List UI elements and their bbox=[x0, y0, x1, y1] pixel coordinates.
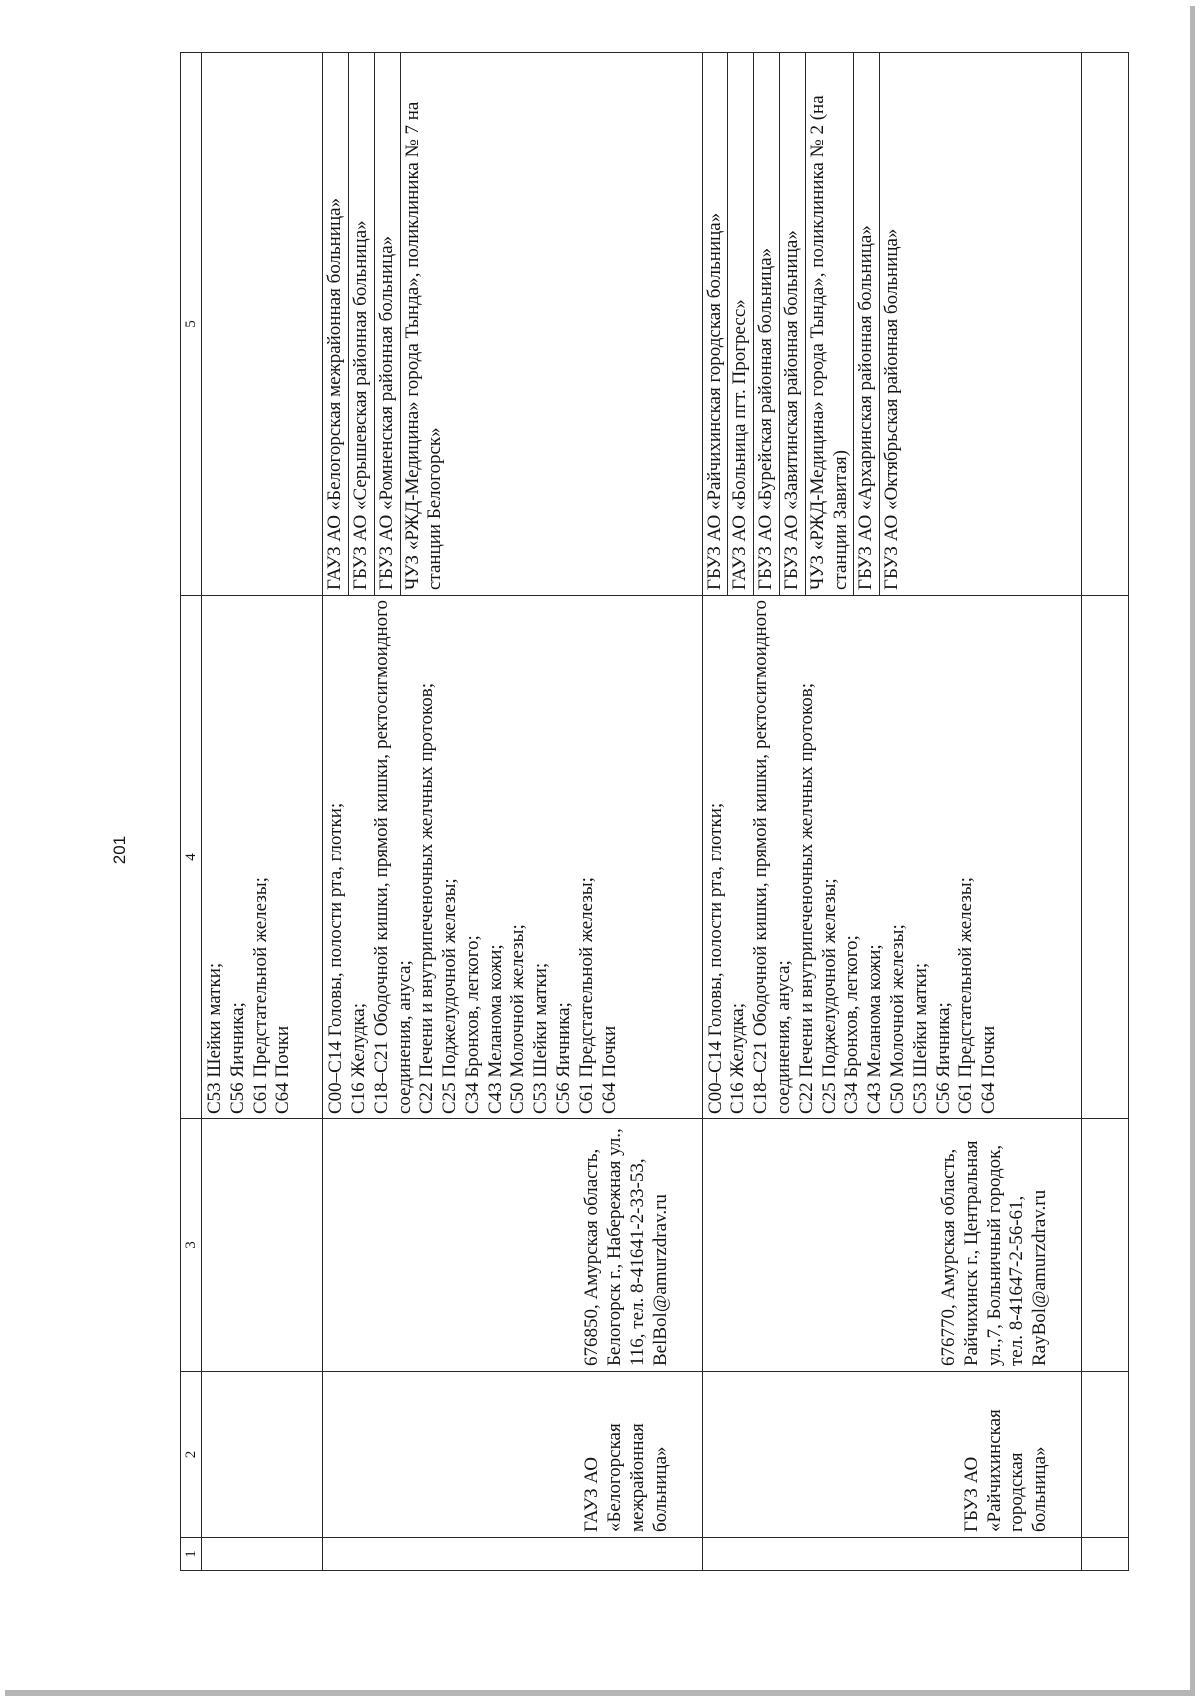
institutions-list bbox=[323, 53, 448, 595]
diagnosis-item: С64 Почки bbox=[598, 1025, 620, 1114]
diagnosis-item: С18–С21 Ободочной кишки, прямой кишки, ректосигмоидного соединения, ануса; bbox=[370, 600, 415, 1114]
diagnosis-item: С53 Шейки матки; bbox=[204, 962, 225, 1114]
diagnosis-item: С43 Меланома кожи; bbox=[484, 944, 506, 1114]
rotated-table-container bbox=[180, 53, 1129, 1571]
diagnoses-cell bbox=[702, 596, 1081, 1119]
empty-cell bbox=[1082, 53, 1129, 596]
name-cell bbox=[323, 1372, 702, 1538]
diagnosis-item: С18–С21 Ободочной кишки, прямой кишки, ректосигмоидного соединения, ануса; bbox=[750, 600, 794, 1114]
column-header: 3 bbox=[181, 1119, 202, 1372]
diagnosis-item: С56 Яичника; bbox=[932, 1002, 954, 1114]
diagnosis-item: С16 Желудка; bbox=[727, 1002, 749, 1114]
diagnoses-cell bbox=[202, 596, 323, 1119]
diagnosis-item: С56 Яичника; bbox=[226, 1002, 248, 1114]
diagnosis-item: С22 Печени и внутрипеченочных желчных протоков; bbox=[795, 683, 817, 1114]
diagnosis-item: С61 Предстательной железы; bbox=[575, 877, 597, 1114]
institution-name: ГБУЗ АО «Райчихинская городская больница» bbox=[960, 1409, 1051, 1532]
empty-cell bbox=[1082, 1538, 1129, 1571]
empty-cell bbox=[1082, 1119, 1129, 1372]
institutions-cell bbox=[323, 53, 702, 596]
diagnosis-item: С61 Предстательной железы; bbox=[955, 877, 977, 1114]
institutions-cell bbox=[202, 53, 323, 596]
number-cell bbox=[702, 1538, 1081, 1571]
diagnosis-item: С64 Почки bbox=[272, 1025, 294, 1114]
institution-address: 676770, Амурская область, Райчихинск г., Центральная ул.,7, Больничный городок, тел. 8-41647-2-56-61, RayBol@amurzdrav.ru bbox=[938, 1140, 1051, 1366]
institution-item: ГАУЗ АО «Больница пгт. Прогресс» bbox=[728, 53, 754, 595]
column-header: 1 bbox=[181, 1538, 202, 1571]
diagnosis-item: С00–С14 Головы, полости рта, глотки; bbox=[704, 802, 726, 1114]
institution-item: ГАУЗ АО «Белогорская межрайонная больница» bbox=[323, 53, 348, 595]
medical-institutions-table bbox=[180, 52, 1129, 1571]
column-header: 5 bbox=[181, 53, 202, 596]
name-cell bbox=[202, 1372, 323, 1538]
empty-cell bbox=[1082, 1372, 1129, 1538]
institution-item: ГБУЗ АО «Архаринская районная больница» bbox=[854, 53, 880, 595]
address-cell bbox=[323, 1119, 702, 1372]
institution-item: ЧУЗ «РЖД-Медицина» города Тында», поликлиника № 7 на станции Белогорск» bbox=[401, 101, 446, 590]
number-cell bbox=[202, 1538, 323, 1571]
page-number: 201 bbox=[110, 835, 129, 865]
diagnosis-item: С53 Шейки матки; bbox=[909, 962, 931, 1114]
continuation-row bbox=[202, 53, 323, 1571]
institution-item: ГБУЗ АО «Бурейская районная больница» bbox=[754, 53, 780, 595]
institution-name: ГАУЗ АО «Белогорская межрайонная больница» bbox=[581, 1423, 671, 1532]
diagnosis-item: С22 Печени и внутрипеченочных желчных протоков; bbox=[416, 683, 438, 1114]
column-header: 2 bbox=[181, 1372, 202, 1538]
diagnosis-item: С64 Почки bbox=[978, 1025, 1000, 1114]
column-number-row bbox=[181, 53, 202, 1571]
name-cell bbox=[702, 1372, 1081, 1538]
diagnosis-item: С53 Шейки матки; bbox=[530, 962, 552, 1114]
address-cell bbox=[202, 1119, 323, 1372]
address-cell bbox=[702, 1119, 1081, 1372]
empty-cell bbox=[1082, 596, 1129, 1119]
institution-item: ГБУЗ АО «Райчихинская городская больница» bbox=[703, 53, 728, 595]
diagnoses-cell bbox=[323, 596, 702, 1119]
institution-item: ГБУЗ АО «Серышевская районная больница» bbox=[348, 53, 374, 595]
diagnosis-item: С43 Меланома кожи; bbox=[864, 944, 886, 1114]
table-row bbox=[323, 53, 702, 1571]
diagnosis-item: С25 Поджелудочной железы; bbox=[818, 878, 840, 1114]
diagnosis-item: С16 Желудка; bbox=[347, 1002, 369, 1114]
number-cell bbox=[323, 1538, 702, 1571]
institution-item: ГБУЗ АО «Октябрьская районная больница» bbox=[881, 228, 903, 590]
institution-item: ЧУЗ «РЖД-Медицина» города Тында», поликлиника № 2 (на станции Завитая) bbox=[805, 53, 854, 595]
diagnosis-item: С61 Предстательной железы; bbox=[249, 877, 271, 1114]
diagnosis-item: С56 Яичника; bbox=[553, 1002, 575, 1114]
diagnosis-item: С50 Молочной железы; bbox=[886, 924, 908, 1114]
diagnosis-item: С34 Бронхов, легкого; bbox=[841, 935, 863, 1114]
diagnosis-item: С34 Бронхов, легкого; bbox=[461, 935, 483, 1114]
column-header: 4 bbox=[181, 596, 202, 1119]
diagnosis-item: С25 Поджелудочной железы; bbox=[439, 878, 461, 1114]
institutions-list bbox=[703, 53, 905, 595]
institution-item: ГБУЗ АО «Ромненская районная больница» bbox=[374, 53, 400, 595]
institution-item: ГБУЗ АО «Завитинская районная больница» bbox=[779, 53, 805, 595]
institutions-cell bbox=[702, 53, 1081, 596]
empty-row bbox=[1082, 53, 1129, 1571]
diagnosis-item: С50 Молочной железы; bbox=[507, 924, 529, 1114]
diagnosis-item: С00–С14 Головы, полости рта, глотки; bbox=[325, 802, 347, 1114]
table-row bbox=[702, 53, 1081, 1571]
institution-address: 676850, Амурская область, Белогорск г., Набережная ул., 116, тел. 8-41641-2-33-53, BelBol@amurzdrav.ru bbox=[581, 1128, 671, 1366]
